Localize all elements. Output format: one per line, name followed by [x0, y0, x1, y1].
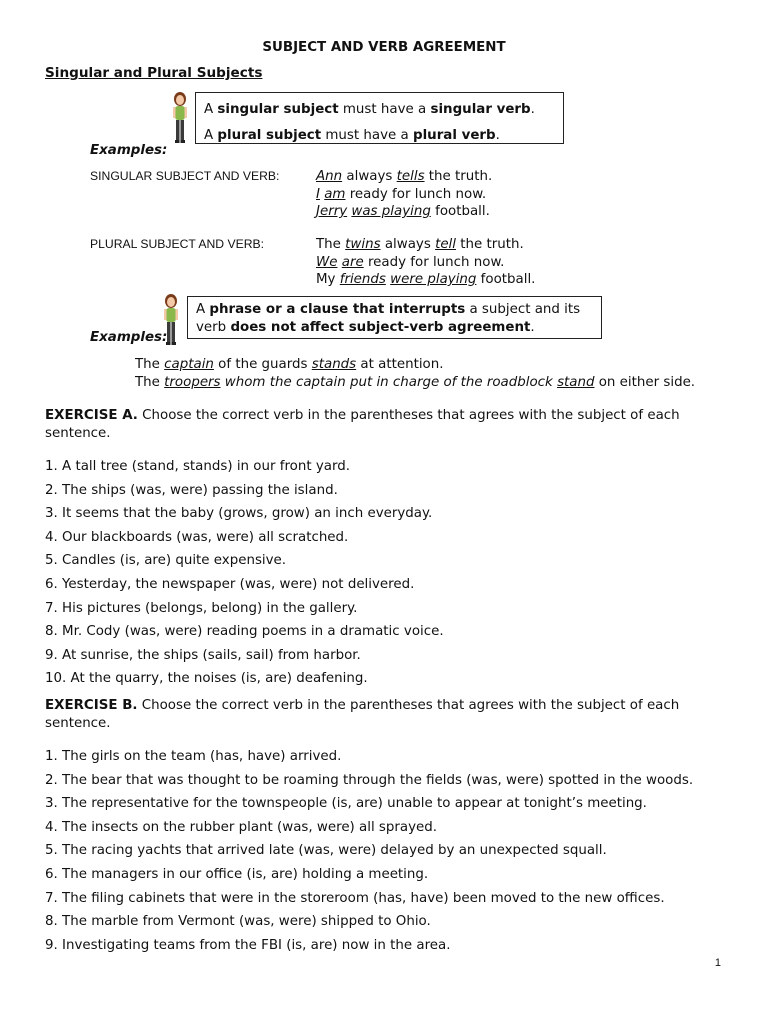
page-number: 1: [714, 957, 721, 969]
list-item: 7. The filing cabinets that were in the storeroom (has, have) been moved to the new offices.: [45, 890, 665, 906]
singular-label: SINGULAR SUBJECT AND VERB:: [90, 169, 280, 183]
list-item: 1. The girls on the team (has, have) arrived.: [45, 749, 342, 764]
examples-label: Examples:: [90, 330, 168, 345]
list-item: 1. A tall tree (stand, stands) in our front yard.: [45, 459, 351, 474]
list-item: 5. The racing yachts that arrived late (was, were) delayed by an unexpected squall.: [45, 843, 607, 859]
list-item: 3. It seems that the baby (grows, grow) an inch everyday.: [45, 506, 433, 522]
singular-examples: Ann always tells the truth. I am ready for lunch now. Jerry was playing football.: [316, 169, 493, 219]
list-item: 6. Yesterday, the newspaper (was, were) not delivered.: [45, 576, 415, 592]
plural-label: PLURAL SUBJECT AND VERB:: [90, 237, 265, 251]
teacher-figure-icon: [169, 92, 191, 146]
list-item: 8. The marble from Vermont (was, were) shipped to Ohio.: [45, 914, 431, 930]
list-item: 4. The insects on the rubber plant (was, were) all sprayed.: [45, 819, 438, 835]
page-title: SUBJECT AND VERB AGREEMENT: [262, 40, 506, 55]
list-item: 10. At the quarry, the noises (is, are) deafening.: [45, 671, 368, 687]
list-item: 4. Our blackboards (was, were) all scratched.: [45, 529, 349, 545]
list-item: 8. Mr. Cody (was, were) reading poems in a dramatic voice.: [45, 624, 444, 640]
rule-line-1: A phrase or a clause that interrupts a subject and its: [196, 302, 581, 317]
exercise-a-instructions: EXERCISE A. Choose the correct verb in the parentheses that agrees with the subject of each sentence.: [45, 408, 680, 441]
section-heading: Singular and Plural Subjects: [45, 65, 263, 81]
rule-line-singular: A singular subject must have a singular verb.: [204, 102, 535, 117]
list-item: 3. The representative for the townspeople (is, are) unable to appear at tonight’s meeting.: [45, 796, 647, 812]
list-item: 5. Candles (is, are) quite expensive.: [45, 553, 287, 569]
list-item: 2. The ships (was, were) passing the island.: [45, 482, 338, 498]
list-item: 9. At sunrise, the ships (sails, sail) from harbor.: [45, 647, 361, 663]
rule-line-plural: A plural subject must have a plural verb.: [204, 128, 500, 143]
list-item: 9. Investigating teams from the FBI (is, are) now in the area.: [45, 937, 451, 953]
list-item: 6. The managers in our office (is, are) holding a meeting.: [45, 866, 429, 882]
list-item: 7. His pictures (belongs, belong) in the gallery.: [45, 600, 358, 616]
plural-examples: The twins always tell the truth. We are ready for lunch now. My friends were playing football.: [316, 237, 536, 287]
interrupt-examples: The captain of the guards stands at attention. The troopers whom the captain put in charge of the roadblock stand on either side.: [135, 357, 696, 390]
examples-label: Examples:: [90, 143, 168, 158]
rule-box-interrupting-phrase: [187, 296, 602, 339]
rule-box-singular-plural: [195, 92, 564, 144]
rule-line-2: verb does not affect subject-verb agreement.: [196, 320, 535, 335]
exercise-b-list: [45, 745, 693, 957]
exercise-a-list: [45, 455, 444, 691]
exercise-b-instructions: EXERCISE B. Choose the correct verb in the parentheses that agrees with the subject of each sentence.: [45, 698, 680, 731]
list-item: 2. The bear that was thought to be roaming through the fields (was, were) spotted in the woods.: [45, 772, 694, 788]
